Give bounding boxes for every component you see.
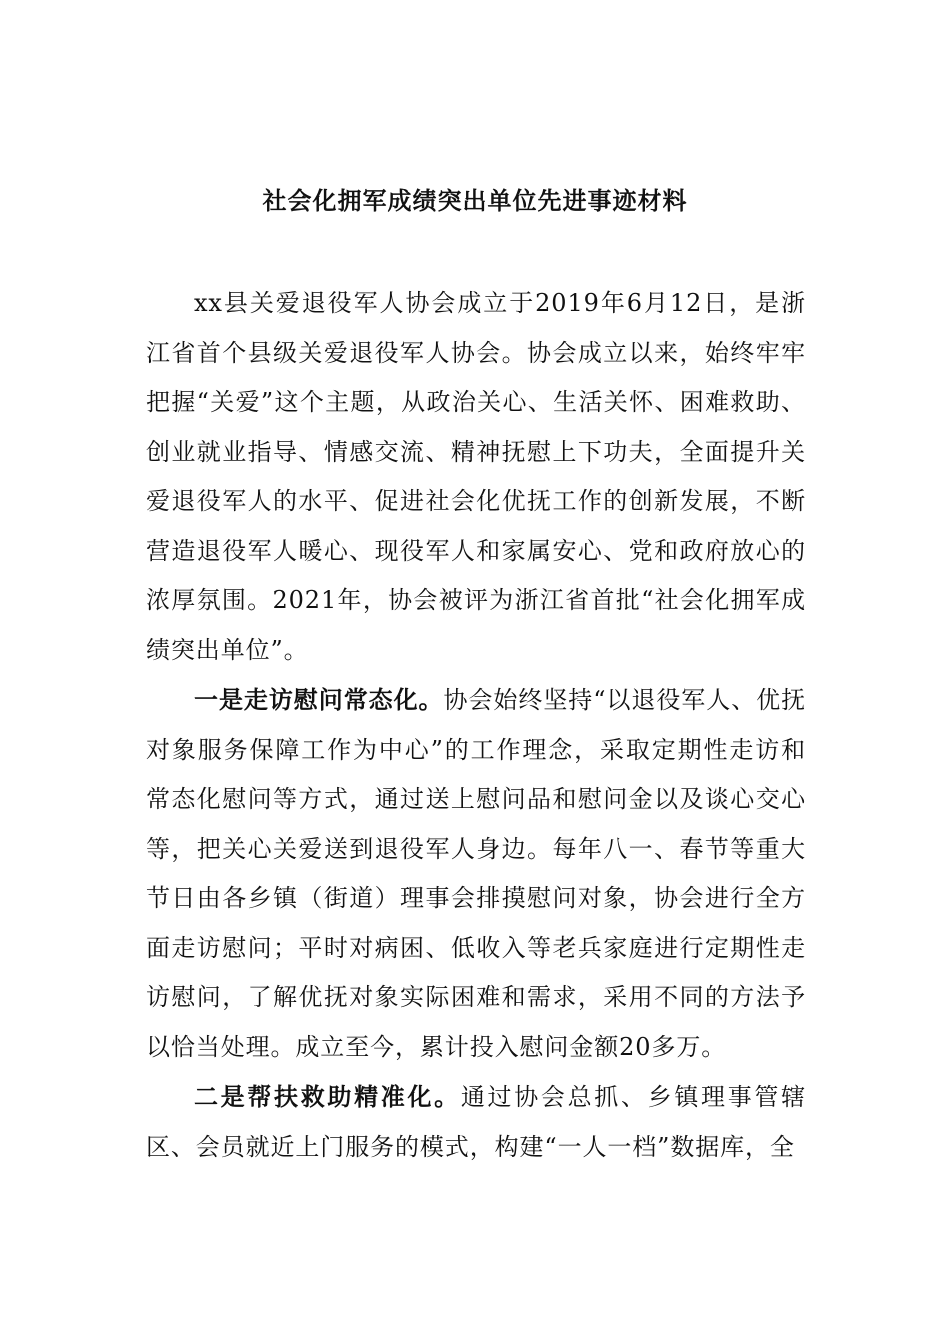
paragraph-lead: 二是帮扶救助精准化。 xyxy=(194,1082,461,1111)
paragraph-intro xyxy=(146,278,806,675)
paragraph-text: 协会始终坚持“以退役军人、优抚对象服务保障工作为中心”的工作理念，采取定期性走访和常态化慰问等方式，通过送上慰问品和慰问金以及谈心交心等，把关心关爱送到退役军人身边。每年八一、春节等重大节日由各乡镇（街道）理事会排摸慰问对象，协会进行全方面走访慰问；平时对病困、低收入等老兵家庭进行定期性走访慰问，了解优抚对象实际困难和需求，采用不同的方法予以恰当处理。成立至今，累计投入慰问金额20多万。 xyxy=(146,686,806,1061)
document-body xyxy=(146,278,806,1172)
paragraph-lead: 一是走访慰问常态化。 xyxy=(194,685,444,714)
paragraph-visits xyxy=(146,675,806,1072)
paragraph-text: xx县关爱退役军人协会成立于2019年6月12日，是浙江省首个县级关爱退役军人协会。协会成立以来，始终牢牢把握“关爱”这个主题，从政治关心、生活关怀、困难救助、创业就业指导、情感交流、精神抚慰上下功夫，全面提升关爱退役军人的水平、促进社会化优抚工作的创新发展，不断营造退役军人暖心、现役军人和家属安心、党和政府放心的浓厚氛围。2021年，协会被评为浙江省首批“社会化拥军成绩突出单位”。 xyxy=(146,289,806,664)
document-title: 社会化拥军成绩突出单位先进事迹材料 xyxy=(262,186,688,215)
paragraph-assistance xyxy=(146,1072,806,1172)
paragraph-text: 通过协会总抓、乡镇理事管辖区、会员就近上门服务的模式，构建“一人一档”数据库，全 xyxy=(146,1083,807,1161)
